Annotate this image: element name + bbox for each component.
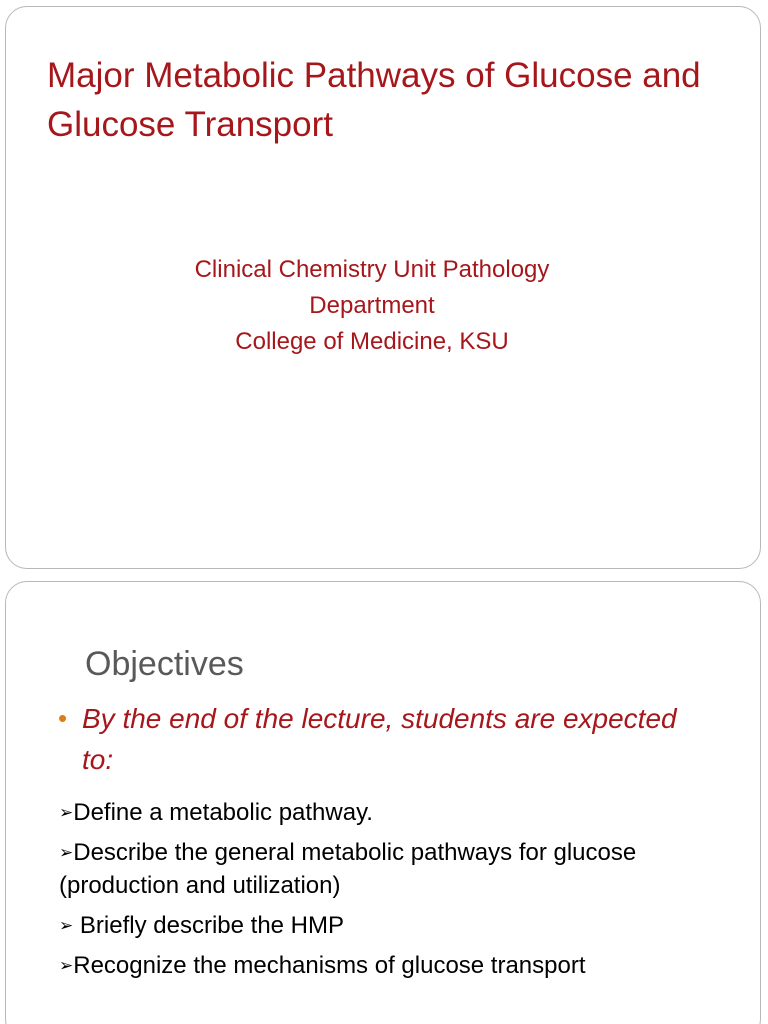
bullet-dot-icon: •: [58, 703, 68, 733]
subtitle-line: College of Medicine, KSU: [235, 328, 509, 355]
list-item-text: Recognize the mechanisms of glucose transport: [73, 952, 586, 979]
list-item: [59, 836, 749, 902]
slide-title-heading: Major Metabolic Pathways of Glucose and Glucose Transport: [47, 56, 701, 144]
slide-subtitle: [6, 252, 738, 360]
list-item-text: Describe the general metabolic pathways for glucose (production and utilization): [59, 839, 637, 899]
arrow-bullet-icon: ➢: [59, 803, 74, 822]
arrow-bullet-icon: ➢: [59, 956, 74, 975]
objectives-list: [59, 796, 749, 989]
list-item-text: Define a metabolic pathway.: [73, 799, 373, 826]
list-item: [59, 909, 749, 942]
arrow-bullet-icon: ➢: [59, 916, 74, 935]
slide-title: [5, 6, 761, 569]
subtitle-line: Clinical Chemistry Unit Pathology: [194, 256, 550, 283]
list-item-text: Briefly describe the HMP: [73, 912, 345, 939]
arrow-bullet-icon: ➢: [59, 843, 74, 862]
list-item: [59, 796, 749, 829]
slide-objectives: [5, 581, 761, 1024]
list-item: [59, 949, 749, 982]
main-bullet: [58, 698, 698, 780]
subtitle-line: Department: [309, 292, 435, 319]
objectives-heading: Objectives: [85, 645, 244, 683]
main-bullet-text: By the end of the lecture, students are expected to:: [82, 703, 677, 775]
